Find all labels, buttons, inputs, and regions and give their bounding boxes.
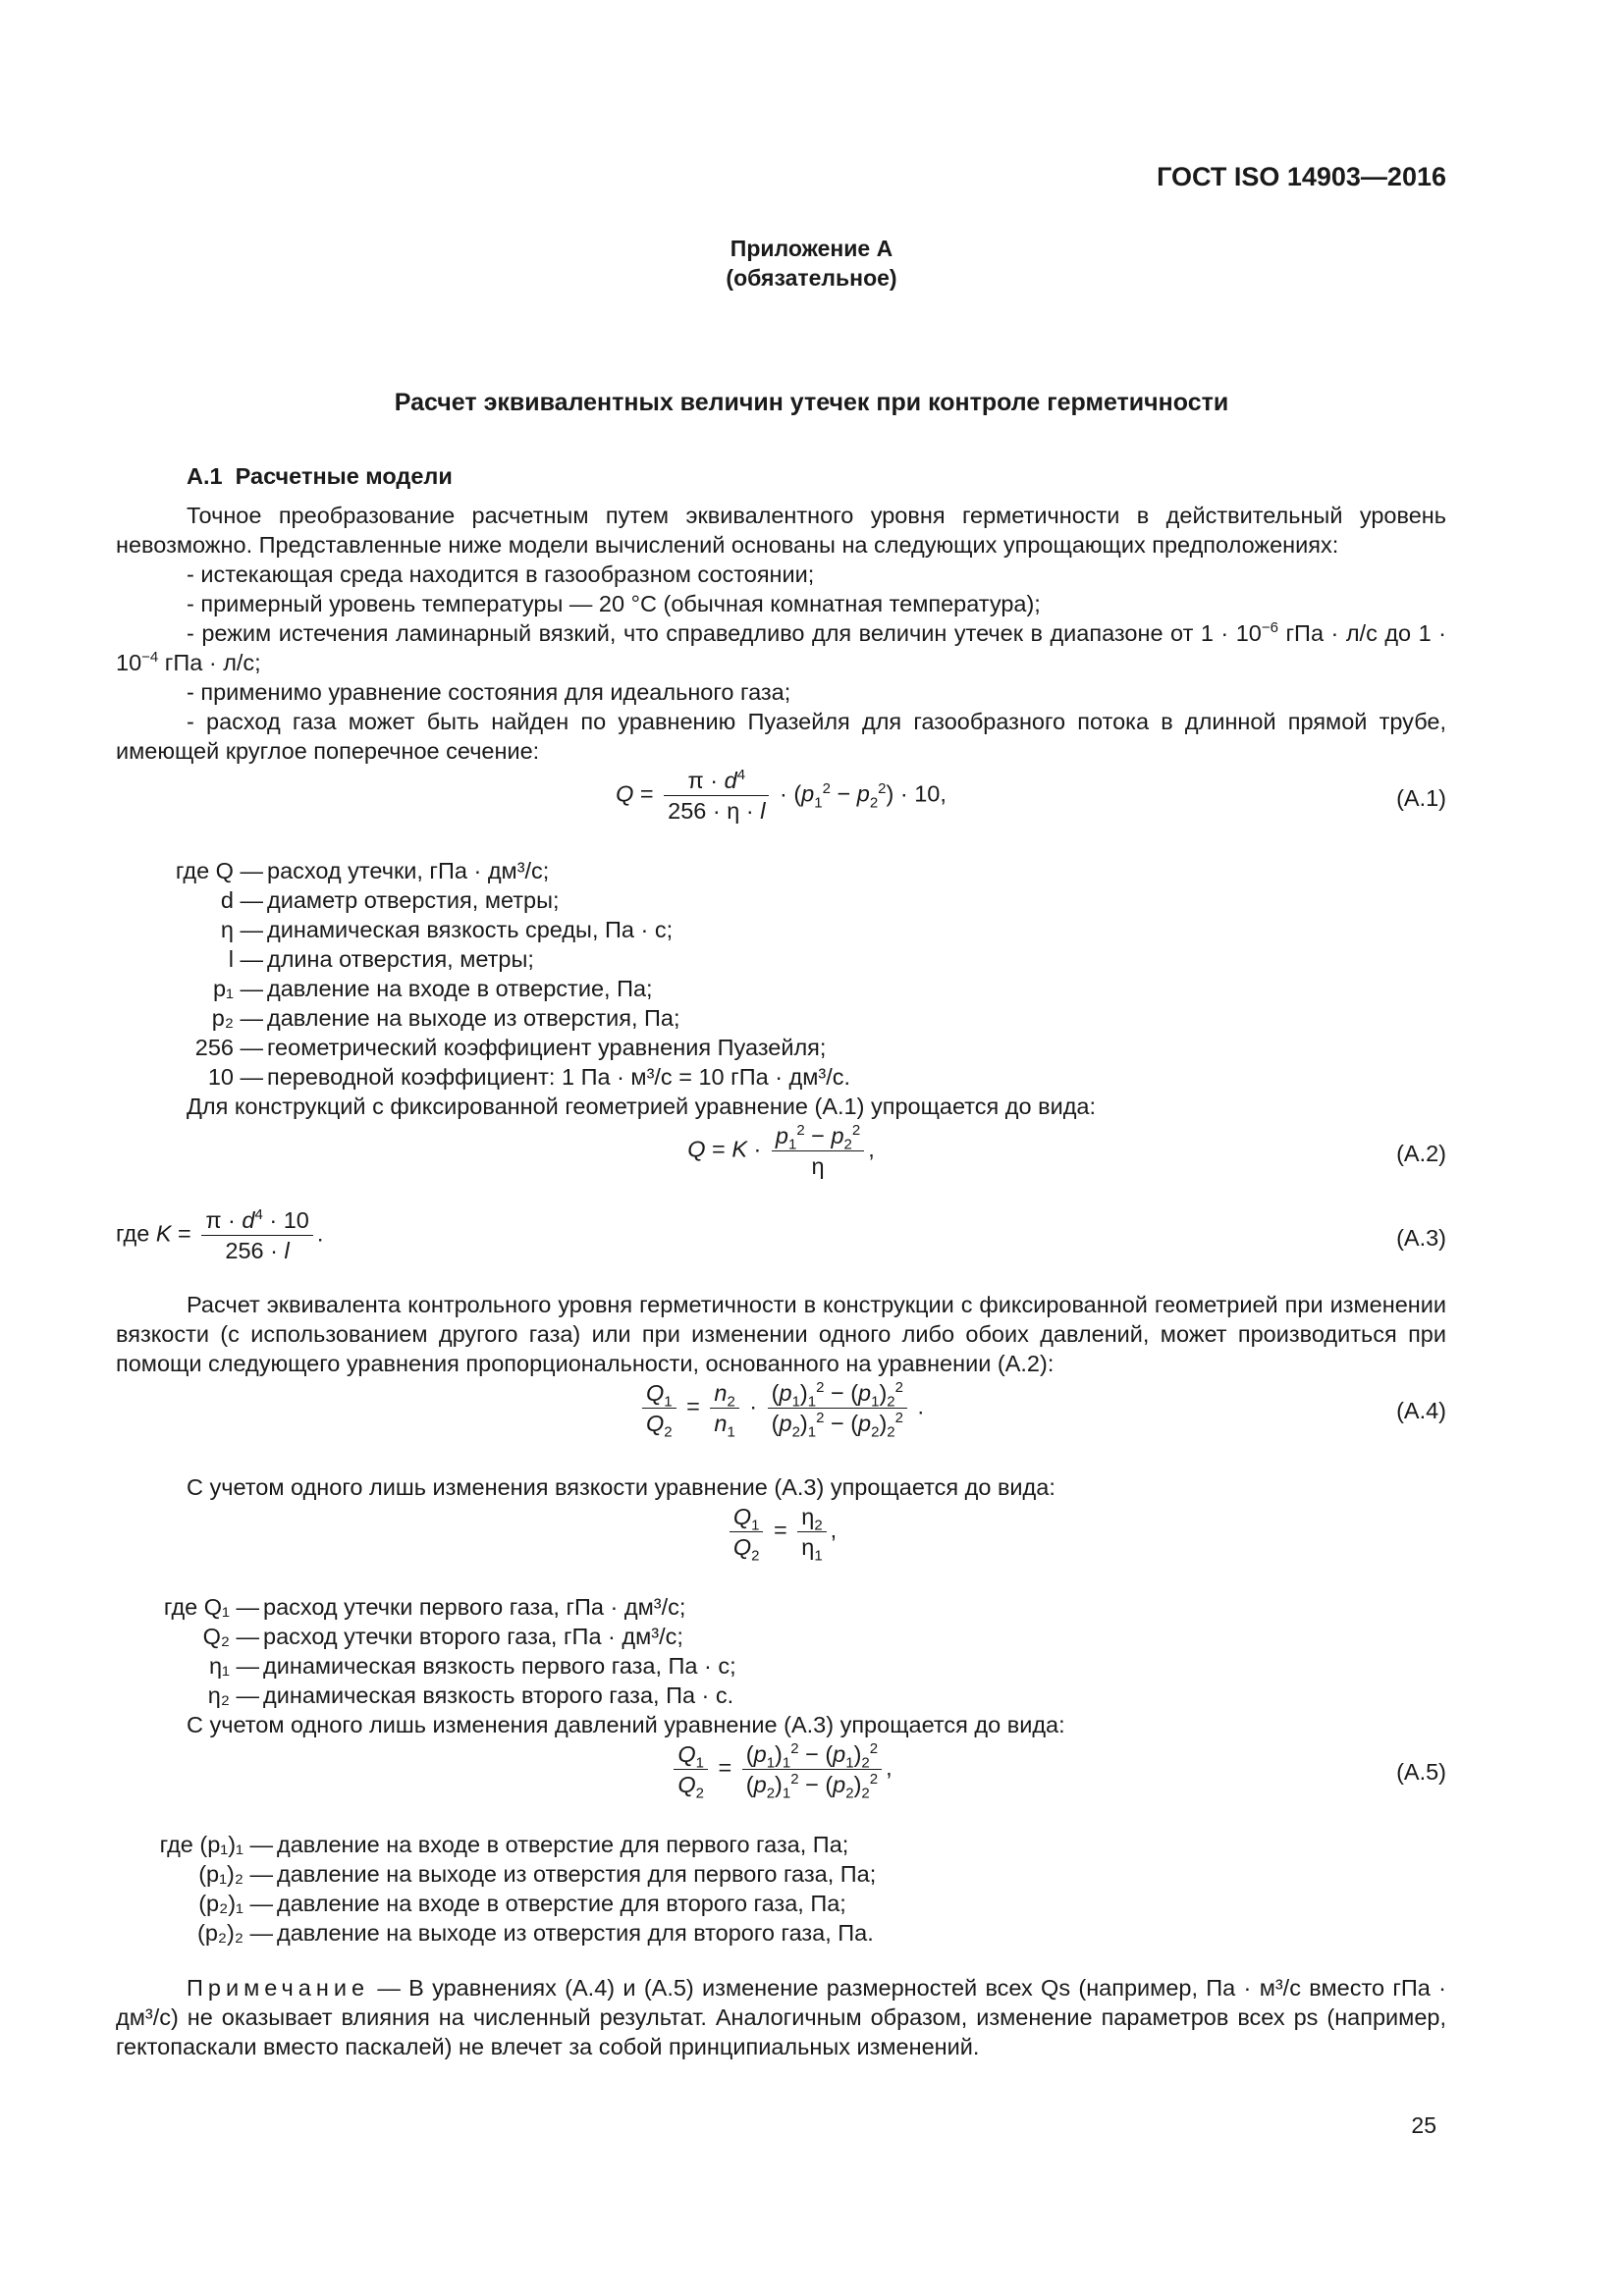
equation-a5-formula: $\frac{Q_1}{Q_2}$ = $\frac{(p_1)_1^2 - (p_1)_2^2}{(p_2)_1^2 - (p_2)_2^2}$ , [116, 1739, 1446, 1799]
definition-text: давление на входе в отверстие, Па; [267, 976, 653, 1001]
definition-symbol: Q₂ — [202, 1624, 259, 1649]
note-paragraph [116, 1973, 1446, 2061]
standard-number: ГОСТ ISO 14903—2016 [1157, 162, 1446, 191]
definition-row [116, 1918, 1446, 1948]
equation-viscosity-formula: $\frac{Q_1}{Q_2}$ = $\frac{\eta_2}{\eta_1}$ , [116, 1502, 1446, 1562]
section-heading [187, 461, 1446, 491]
definition-row [116, 974, 1446, 1003]
annex-title: Приложение А [730, 236, 893, 261]
page-number: 25 [1411, 2112, 1436, 2138]
equation-a5-number: (А.5) [1396, 1759, 1446, 1785]
definition-row [116, 1003, 1446, 1033]
equation-a4-formula: $\frac{Q_1}{Q_2}$ = $\frac{n_2}{n_1}$ · $\frac{(p_1)_1^2 - (p_1)_2^2}{(p_2)_1^2 - (p_2)_2^2}$ . [116, 1378, 1446, 1438]
proportionality-paragraph: Расчет эквивалента контрольного уровня герметичности в конструкции с фиксированной геометрией при изменении вязкости (с использованием другого газа) или при изменении одного либо обоих давлений, может производиться при помощи следующего уравнения пропорциональности, основанного на уравнении (А.2): [116, 1292, 1446, 1376]
equation-a2 [116, 1121, 1446, 1205]
definition-row [116, 1681, 1446, 1710]
assumption-2: - примерный уровень температуры — 20 °C (обычная комнатная температура); [187, 591, 1041, 616]
definition-row [116, 856, 1446, 885]
definition-symbol: l — [228, 946, 263, 972]
fixed-geometry-paragraph: Для конструкций с фиксированной геометрией уравнение (А.1) упрощается до вида: [187, 1094, 1097, 1119]
assumption-3 [116, 618, 1446, 677]
definition-symbol: (p₂)₂ — [197, 1920, 273, 1946]
equation-a3-formula: где K = $\frac{\pi \cdot d^4 \cdot 10}{256 \cdot l}$ . [116, 1206, 324, 1263]
definition-symbol: (p₁)₂ — [198, 1861, 273, 1887]
definitions-viscosity [116, 1592, 1446, 1710]
definition-symbol: где Q₁ — [163, 1594, 259, 1620]
viscosity-paragraph: С учетом одного лишь изменения вязкости уравнение (А.3) упрощается до вида: [187, 1474, 1055, 1500]
definition-row [116, 1859, 1446, 1889]
definition-row [116, 885, 1446, 915]
definition-symbol: 256 — [194, 1035, 263, 1060]
definition-symbol: η₂ — [207, 1682, 259, 1708]
definition-symbol: p₁ — [212, 976, 263, 1001]
definition-text: расход утечки, гПа · дм³/с; [267, 858, 550, 883]
definition-text: давление на выходе из отверстия для второго газа, Па. [277, 1920, 874, 1946]
definition-symbol: η — [220, 917, 263, 942]
note-label: Примечание [187, 1975, 370, 2001]
definition-row [116, 1889, 1446, 1918]
content-flow [116, 461, 1446, 2061]
equation-a3 [116, 1205, 1446, 1290]
definition-text: геометрический коэффициент уравнения Пуазейля; [267, 1035, 827, 1060]
definition-text: расход утечки первого газа, гПа · дм³/с; [263, 1594, 686, 1620]
range-end: гПа · л/с; [158, 650, 261, 675]
definition-symbol: где Q — [175, 858, 263, 883]
definition-text: динамическая вязкость первого газа, Па · с; [263, 1653, 736, 1679]
equation-a5 [116, 1739, 1446, 1824]
definition-text: диаметр отверстия, метры; [267, 887, 560, 913]
note-text: — В уравнениях (А.4) и (А.5) изменение размерностей всех Qs (например, Па · м³/с вместо гПа · дм³/с) не оказывает влияния на численный результат. Аналогичным образом, изменение параметров всех ps (например, гектопаскали вместо паскалей) не влечет за собой принципиальных изменений. [116, 1975, 1446, 2059]
definition-symbol: p₂ — [211, 1005, 263, 1031]
section-number: А.1 [187, 463, 223, 489]
intro-paragraph: Точное преобразование расчетным путем эквивалентного уровня герметичности в действительный уровень невозможно. Представленные ниже модели вычислений основаны на следующих упрощающих предположениях: [116, 503, 1446, 558]
range-exponent-2: −4 [141, 649, 159, 667]
equation-a1 [116, 766, 1446, 850]
equation-a2-formula: Q = K · $\frac{p_1^2 - p_2^2}{\eta}$ , [687, 1122, 875, 1179]
definition-text: давление на входе в отверстие для второго газа, Па; [277, 1891, 846, 1916]
equation-a1-formula: Q = $\frac{\pi \cdot d^4}{256 \cdot \eta \cdot l}$ · $(p_1^2 - p_2^2) \cdot 10$, [616, 767, 947, 824]
equation-viscosity [116, 1502, 1446, 1586]
definition-text: давление на входе в отверстие для первого газа, Па; [277, 1832, 849, 1857]
definition-text: расход утечки второго газа, гПа · дм³/с; [263, 1624, 683, 1649]
equation-a4-number: (А.4) [1396, 1398, 1446, 1423]
equation-a2-number: (А.2) [1396, 1141, 1446, 1166]
definition-row [116, 944, 1446, 974]
definition-symbol: (p₂)₁ — [198, 1891, 273, 1916]
definition-row [116, 1830, 1446, 1859]
definition-text: динамическая вязкость среды, Па · с; [267, 917, 674, 942]
definitions-pressure [116, 1830, 1446, 1948]
section-title: Расчетные модели [235, 463, 453, 489]
equation-a1-number: (А.1) [1396, 785, 1446, 811]
range-mid: гПа · л/с до 1 · 10 [116, 620, 1446, 675]
definition-symbol: 10 — [207, 1064, 263, 1090]
definition-symbol: где (p₁)₁ — [159, 1832, 273, 1857]
definition-symbol: η₁ — [208, 1653, 259, 1679]
definition-symbol: d — [220, 887, 263, 913]
definition-text: переводной коэффициент: 1 Па · м³/с = 10 гПа · дм³/с. [267, 1064, 851, 1090]
main-title: Расчет эквивалентных величин утечек при контроле герметичности [394, 389, 1229, 416]
definition-text: давление на выходе из отверстия для первого газа, Па; [277, 1861, 877, 1887]
definition-row [116, 1033, 1446, 1062]
annex-heading [0, 234, 1623, 293]
definition-row [116, 1062, 1446, 1092]
range-exponent-1: −6 [1261, 619, 1278, 637]
definition-row [116, 1651, 1446, 1681]
definition-row [116, 1622, 1446, 1651]
definition-row [116, 1592, 1446, 1622]
equation-a4 [116, 1378, 1446, 1463]
definition-text: динамическая вязкость второго газа, Па · с. [263, 1682, 734, 1708]
assumption-1: - истекающая среда находится в газообразном состоянии; [187, 561, 815, 587]
definitions-a1 [116, 856, 1446, 1092]
annex-status: (обязательное) [726, 265, 897, 291]
assumption-4: - применимо уравнение состояния для идеального газа; [187, 679, 791, 705]
definition-text: длина отверстия, метры; [267, 946, 534, 972]
pressure-paragraph: С учетом одного лишь изменения давлений уравнение (А.3) упрощается до вида: [187, 1712, 1065, 1737]
equation-a3-number: (А.3) [1396, 1225, 1446, 1251]
assumption-5: - расход газа может быть найден по уравнению Пуазейля для газообразного потока в длинной прямой трубе, имеющей круглое поперечное сечение: [116, 709, 1446, 764]
assumption-3-text: - режим истечения ламинарный вязкий, что справедливо для величин утечек в диапазоне от 1 · 10 [187, 620, 1262, 646]
definition-row [116, 915, 1446, 944]
definition-text: давление на выходе из отверстия, Па; [267, 1005, 680, 1031]
